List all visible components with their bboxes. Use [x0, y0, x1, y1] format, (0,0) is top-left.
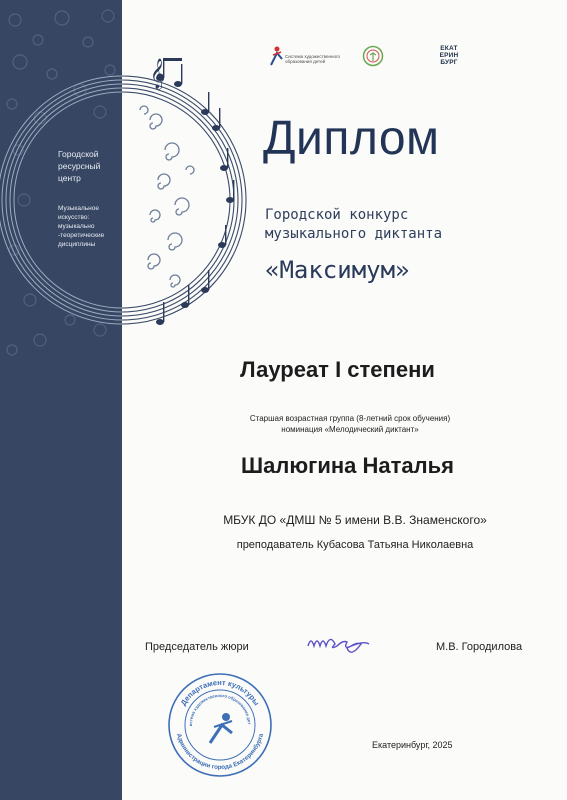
- ekb-logo-line: БУРГ: [440, 59, 458, 66]
- center-title-line: Городской: [58, 149, 99, 159]
- green-circle-logo: [362, 45, 384, 72]
- treble-clef-icon: 𝄞: [150, 59, 166, 89]
- system-logo: [268, 45, 340, 72]
- stamp-outer-top: Департамент культуры: [178, 677, 262, 708]
- group-info: [230, 413, 470, 435]
- dancer-logo-icon: [268, 45, 284, 67]
- swirl-ornaments: [140, 106, 194, 287]
- ekaterinburg-logo: [437, 45, 461, 66]
- ekb-logo-line: ЕРИН: [439, 52, 459, 59]
- center-subtitle-line: -теоретические: [58, 232, 105, 239]
- official-stamp: [166, 671, 274, 779]
- recipient-name: Шалюгина Наталья: [241, 453, 454, 478]
- center-subtitle-line: искусство:: [58, 214, 90, 221]
- dancer-stamp-icon: [210, 713, 232, 743]
- stamp-inner-text: истема художественного образования дет: [187, 692, 253, 727]
- nomination: номинация «Мелодический диктант»: [281, 425, 419, 434]
- system-logo-text: Система художественного образования детей: [285, 54, 340, 64]
- teacher-name: преподаватель Кубасова Татьяна Николаевна: [236, 539, 474, 551]
- award-title: Лауреат I степени: [240, 357, 435, 382]
- tree-logo-icon: [362, 45, 384, 67]
- signature: [300, 624, 390, 660]
- age-group: Старшая возрастная группа (8-летний срок обучения): [249, 414, 451, 423]
- center-subtitle-line: Музыкальное: [58, 205, 99, 212]
- contest-line: Городской конкурс: [265, 207, 409, 223]
- center-title-line: ресурсный: [58, 161, 101, 171]
- jury-chair-name: М.В. Городилова: [436, 641, 523, 653]
- school-name: МБУК ДО «ДМШ № 5 имени В.В. Знаменского»: [223, 513, 487, 527]
- contest-title: [265, 206, 442, 244]
- contest-name: «Максимум»: [265, 256, 410, 284]
- city-date: Екатеринбург, 2025: [372, 740, 453, 750]
- center-subtitle-line: музыкально: [58, 223, 95, 230]
- contest-line: музыкального диктанта: [265, 226, 443, 242]
- ekb-logo-line: ЕКАТ: [440, 45, 458, 52]
- stamp-outer-bottom: Администрации города Екатеринбурга: [174, 732, 266, 772]
- center-title-line: центр: [58, 173, 81, 183]
- jury-chair-label: Председатель жюри: [145, 641, 249, 653]
- diploma-heading: Диплом: [263, 112, 440, 165]
- center-subtitle-line: дисциплины: [58, 241, 96, 248]
